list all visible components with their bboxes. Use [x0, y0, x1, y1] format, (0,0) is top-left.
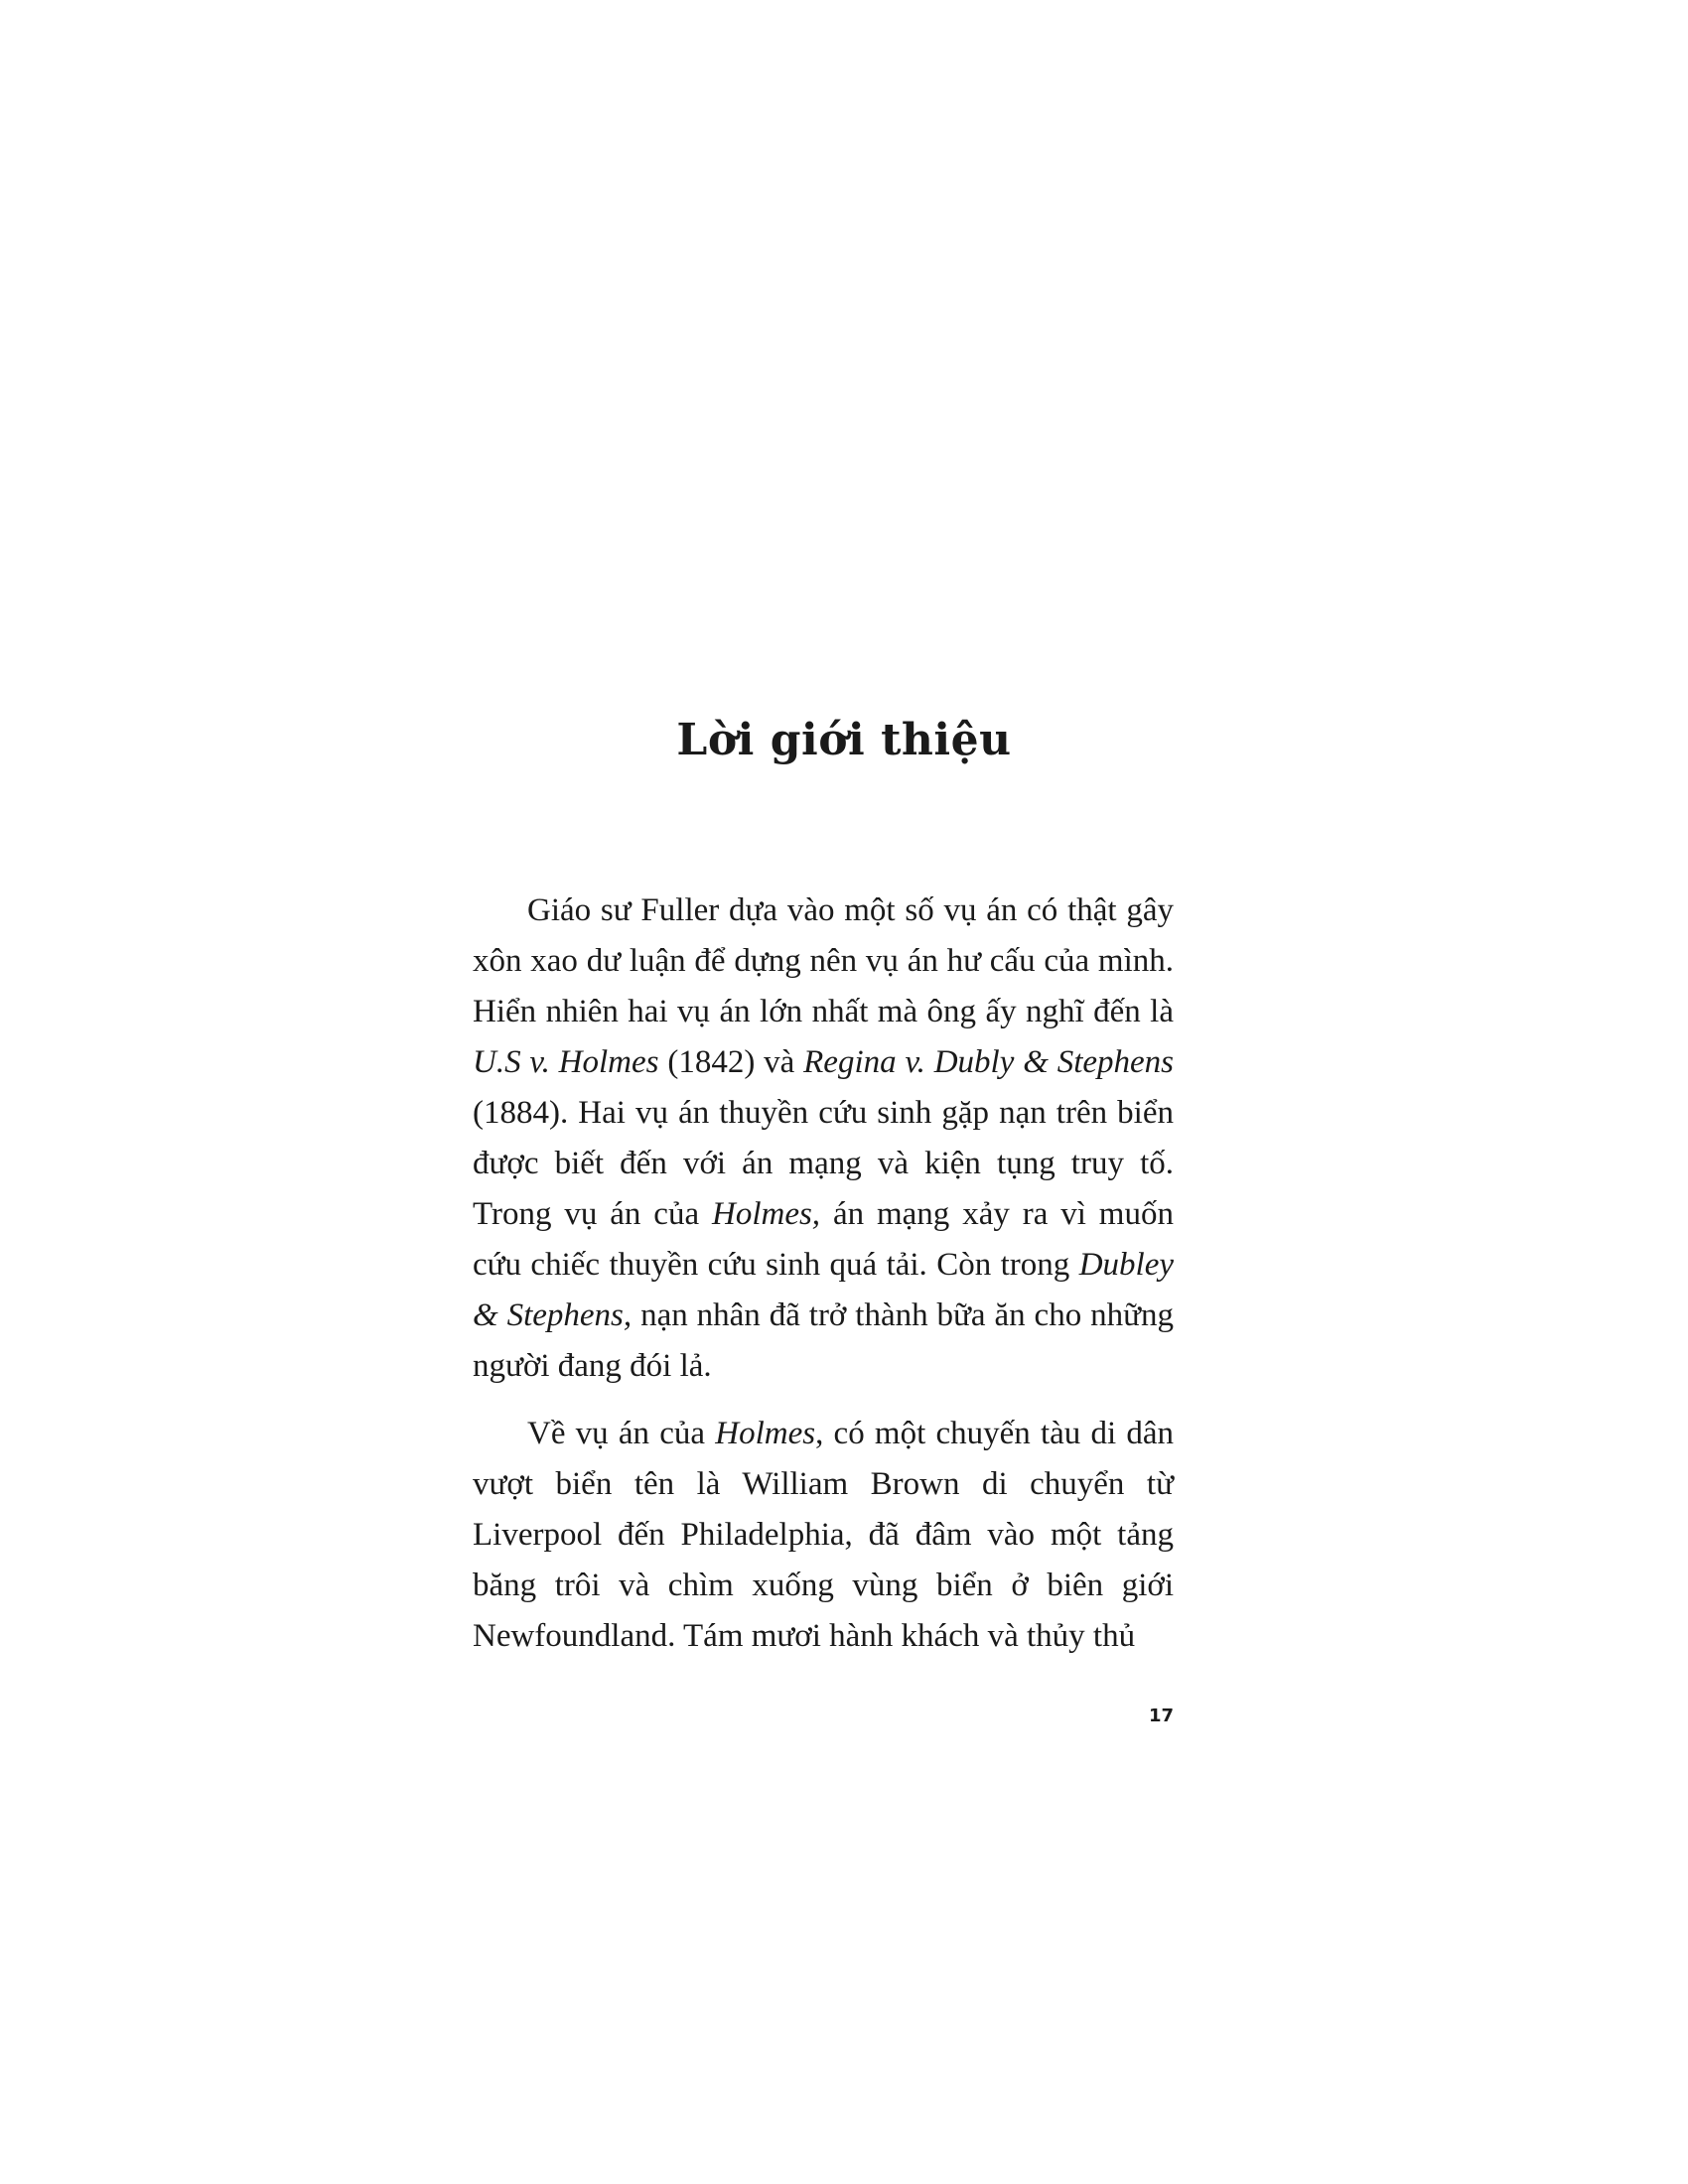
paragraph-2 [473, 1409, 1174, 1662]
text-span: (1842) và [658, 1044, 804, 1080]
text-span: Giáo sư Fuller dựa vào một số vụ án có thật gây xôn xao dư luận để dựng nên vụ án hư cấu của mình. Hiển nhiên hai vụ án lớn nhất mà ông ấy nghĩ đến là [473, 892, 1174, 1029]
chapter-title: Lời giới thiệu [676, 715, 1012, 765]
text-span: Về vụ án của [527, 1416, 716, 1451]
italic-case-name: U.S v. Holmes [473, 1044, 659, 1080]
text-span: án mạng xảy ra vì muốn cứu chiếc thuyền cứu sinh quá tải. Còn trong [473, 1196, 1174, 1283]
italic-case-name: Regina v. Dubly & Stephens [803, 1044, 1174, 1080]
italic-case-name: Dubley & Stephens, [473, 1247, 1174, 1333]
text-span: , có một chuyến tàu di dân vượt biển tên là William Brown di chuyển từ Liverpool đến Philadelphia, đã đâm vào một tảng băng trôi và chìm xuống vùng biển ở biên giới Newfoundland. Tám mươi hành khách và thủy thủ [473, 1416, 1174, 1654]
text-span: (1884). Hai vụ án thuyền cứu sinh gặp nạn trên biển được biết đến với án mạng và kiện tụng truy tố. Trong vụ án của [473, 1095, 1174, 1232]
page-number: 17 [1148, 1706, 1174, 1726]
body-text [473, 886, 1174, 1679]
italic-case-name: Holmes [715, 1416, 816, 1451]
paragraph-1 [473, 886, 1174, 1392]
text-span: nạn nhân đã trở thành bữa ăn cho những người đang đói lả. [473, 1297, 1175, 1384]
italic-case-name: Holmes, [711, 1196, 821, 1232]
